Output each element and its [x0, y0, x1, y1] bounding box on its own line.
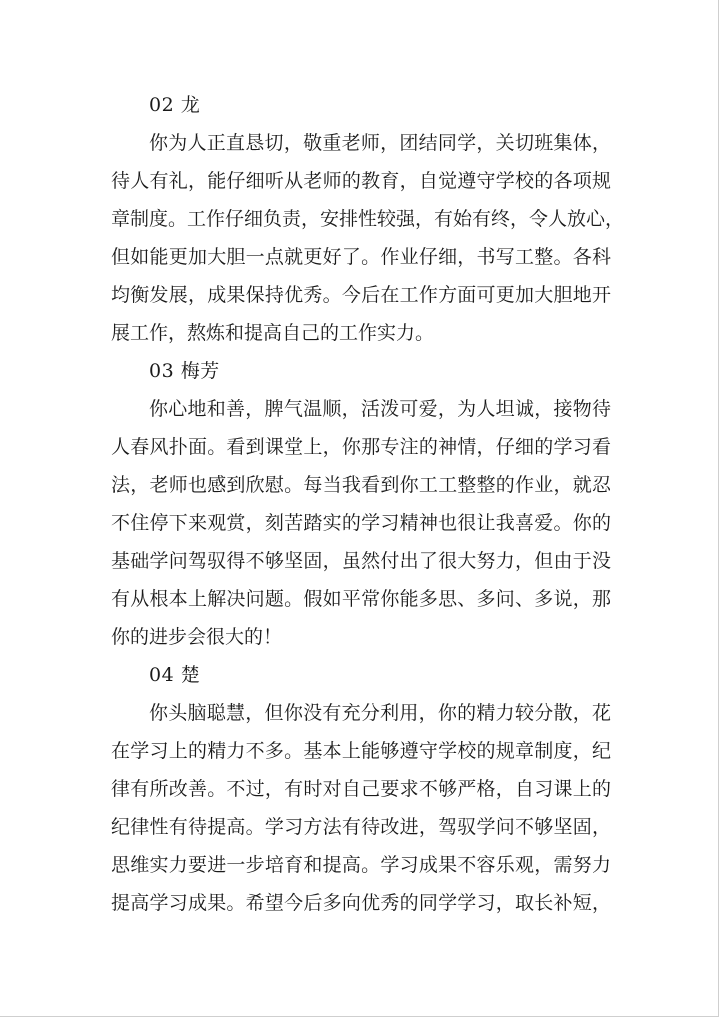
paragraph-line: 在学习上的精力不多。基本上能够遵守学校的规章制度，纪 [111, 740, 611, 762]
paragraph-line: 待人有礼，能仔细听从老师的教育，自觉遵守学校的各项规 [111, 170, 611, 192]
paragraph-line: 基础学问驾驭得不够坚固，虽然付出了很大努力，但由于没 [111, 550, 611, 572]
paragraph-line: 章制度。工作仔细负责，安排性较强，有始有终，令人放心， [111, 208, 625, 230]
comment-paragraph [111, 390, 611, 656]
paragraph-line: 法，老师也感到欣慰。每当我看到你工工整整的作业，就忍 [111, 474, 611, 496]
comment-paragraph [111, 124, 625, 352]
paragraph-line: 你心地和善，脾气温顺，活泼可爱，为人坦诚，接物待 [149, 398, 611, 420]
paragraph-line: 均衡发展，成果保持优秀。今后在工作方面可更加大胆地开 [111, 284, 611, 306]
student-name: 楚 [180, 664, 201, 686]
section-number: 03 [149, 360, 175, 382]
student-name: 梅芳 [180, 360, 220, 382]
paragraph-line: 你头脑聪慧，但你没有充分利用，你的精力较分散，花 [149, 702, 611, 724]
section-number: 04 [149, 664, 175, 686]
comment-section [111, 656, 611, 922]
paragraph-line: 人春风扑面。看到课堂上，你那专注的神情，仔细的学习看 [111, 436, 611, 458]
paragraph-line: 思维实力要进一步培育和提高。学习成果不容乐观，需努力 [111, 854, 611, 876]
comment-section [111, 352, 611, 656]
paragraph-line: 不住停下来观赏，刻苦踏实的学习精神也很让我喜爱。你的 [111, 512, 611, 534]
section-heading [111, 656, 611, 694]
section-number: 02 [149, 94, 175, 116]
paragraph-line: 你为人正直恳切，敬重老师，团结同学，关切班集体， [149, 132, 611, 154]
comment-section [111, 86, 625, 352]
section-heading [111, 86, 611, 124]
document-body [111, 86, 625, 922]
student-name: 龙 [180, 94, 201, 116]
paragraph-line: 但如能更加大胆一点就更好了。作业仔细，书写工整。各科 [111, 246, 611, 268]
comment-paragraph [111, 694, 611, 922]
paragraph-line: 你的进步会很大的！ [111, 626, 283, 648]
paragraph-line: 纪律性有待提高。学习方法有待改进，驾驭学问不够坚固， [111, 816, 611, 838]
section-heading [111, 352, 611, 390]
paragraph-line: 提高学习成果。希望今后多向优秀的同学学习，取长补短， [111, 892, 611, 914]
paragraph-line: 展工作，熬炼和提高自己的工作实力。 [111, 322, 435, 344]
paragraph-line: 律有所改善。不过，有时对自己要求不够严格，自习课上的 [111, 778, 611, 800]
paragraph-line: 有从根本上解决问题。假如平常你能多思、多问、多说，那 [111, 588, 611, 610]
